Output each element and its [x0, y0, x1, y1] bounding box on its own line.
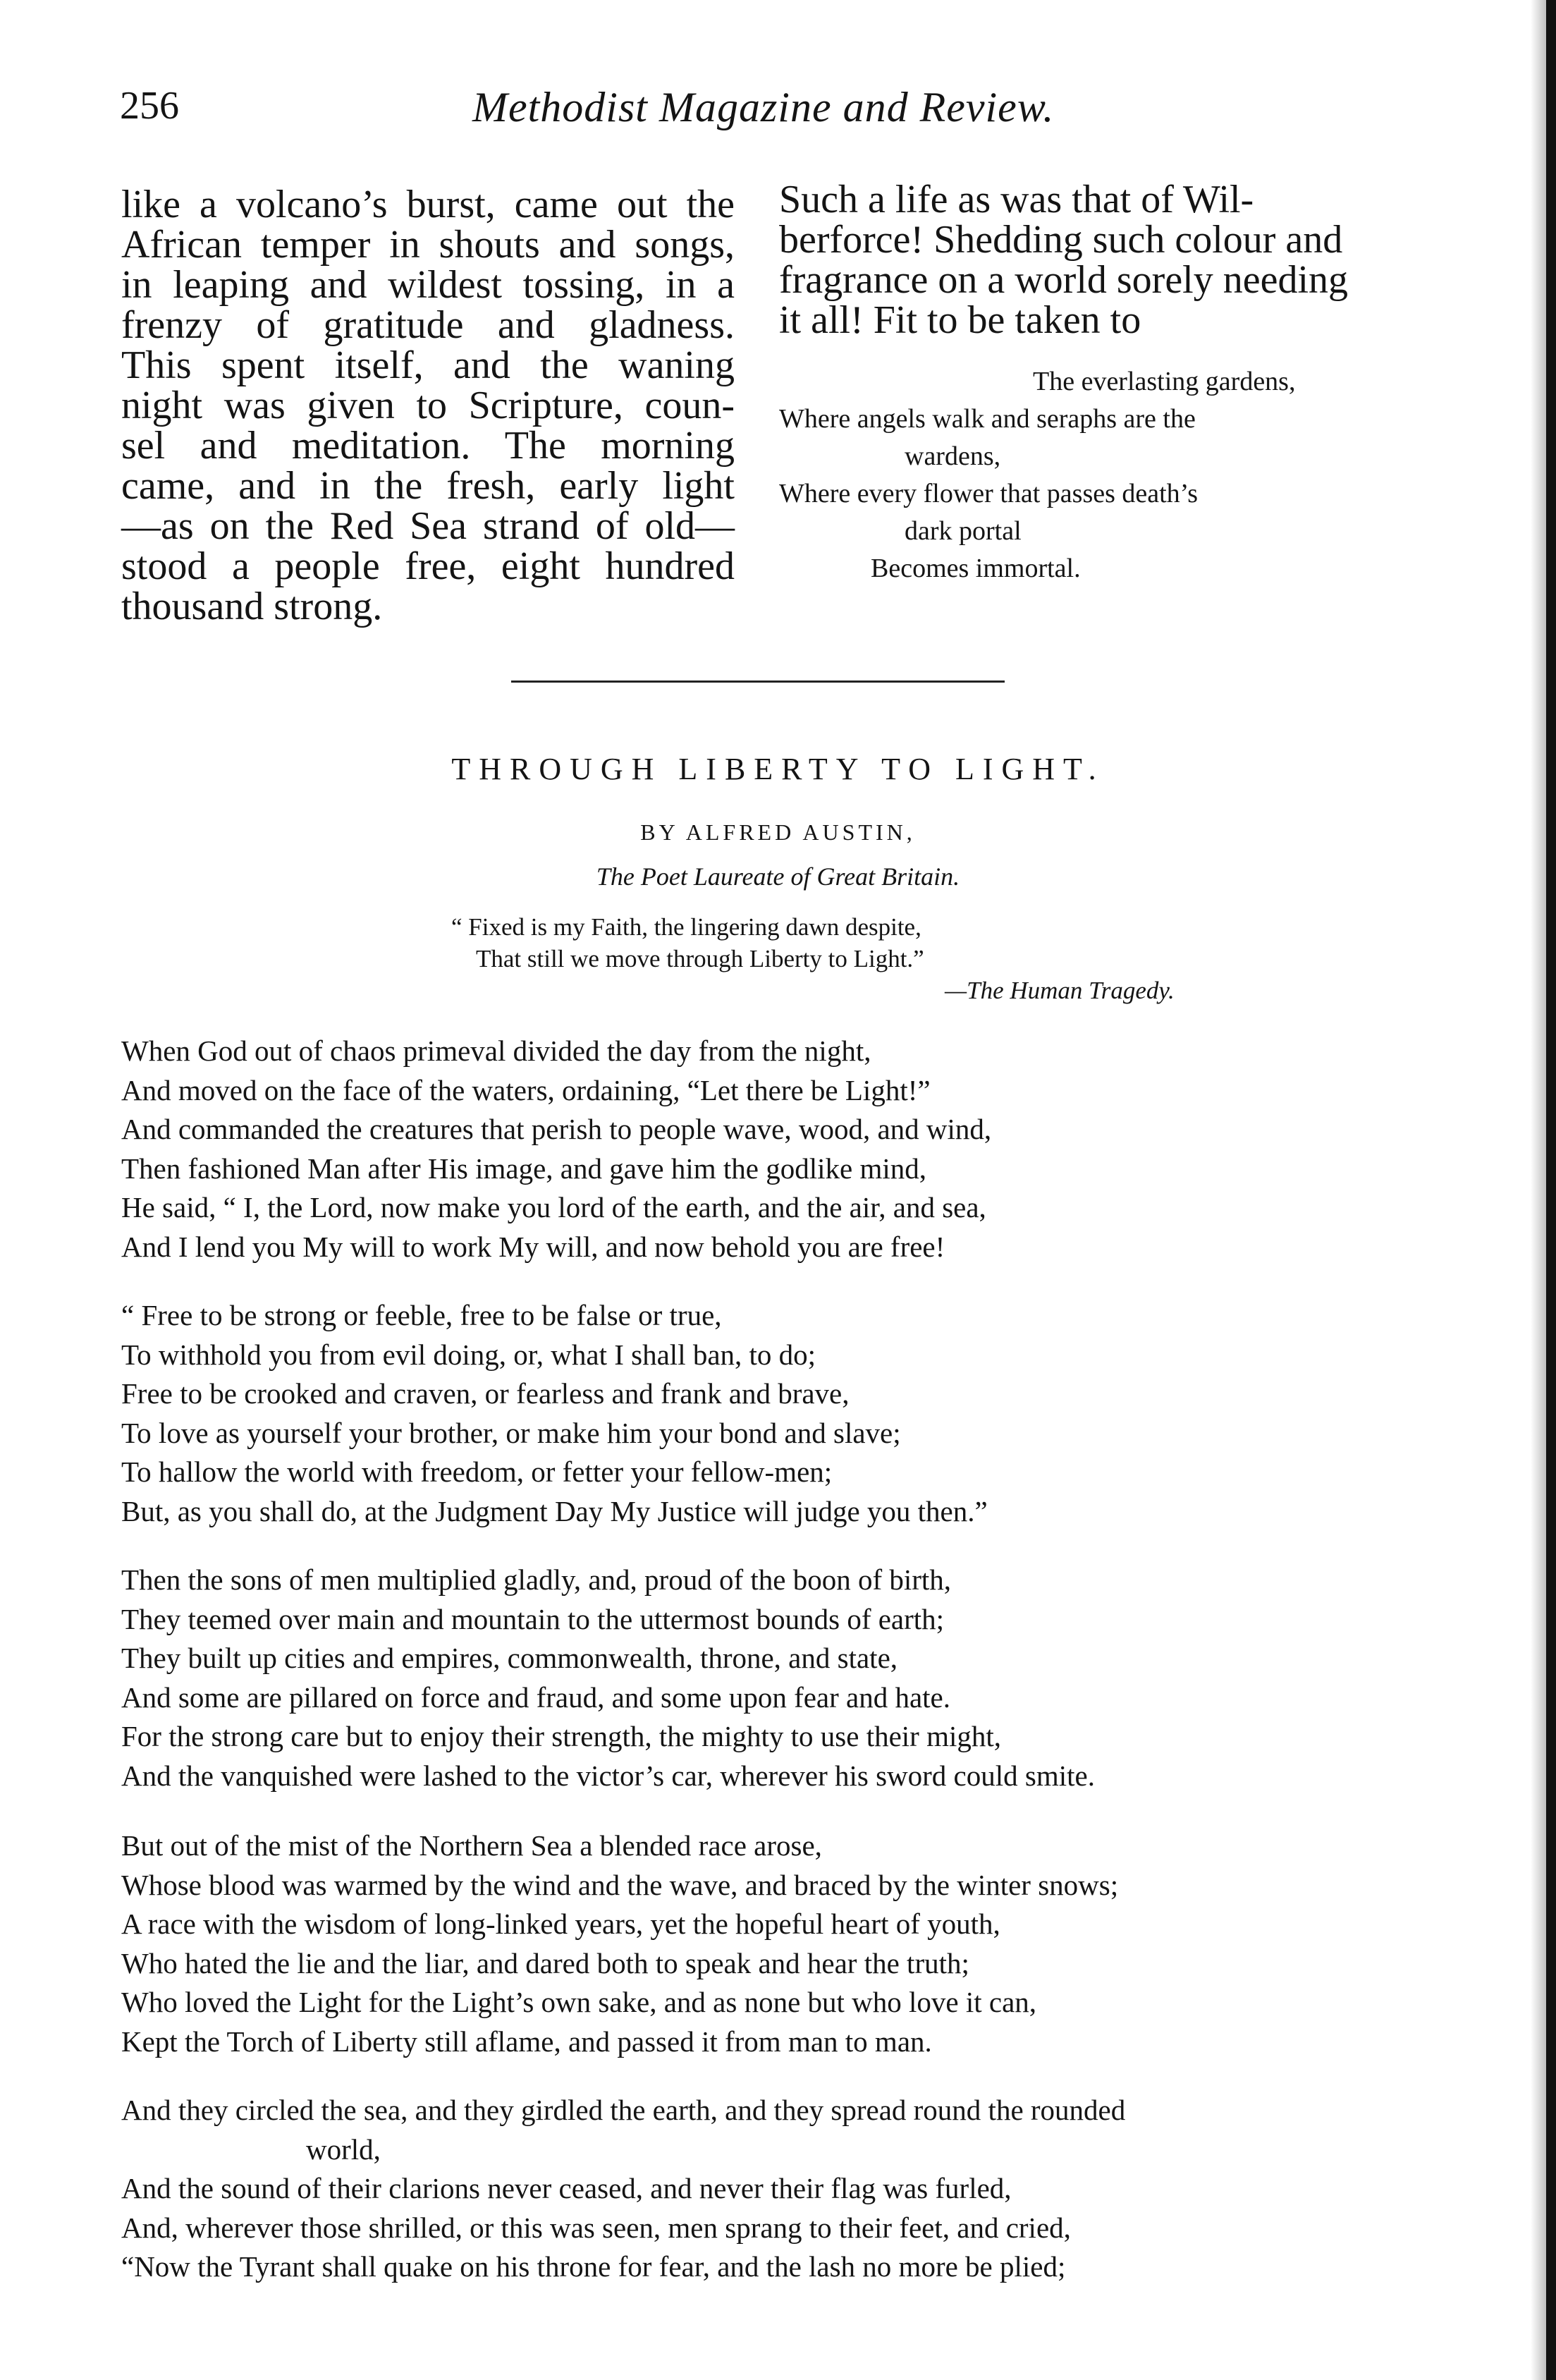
- text-line: sel and meditation. The morning: [121, 424, 735, 468]
- poem-line: “ Free to be strong or feeble, free to be false or true,: [121, 1299, 722, 1331]
- page-edge-shadow: [1531, 0, 1546, 2380]
- page-edge: [1546, 0, 1556, 2380]
- text-line: it all! Fit to be taken to: [779, 298, 1141, 342]
- epigraph-source: —The Human Tragedy.: [945, 977, 1175, 1004]
- text-line: stood a people free, eight hundred: [121, 544, 735, 588]
- poem-line: They built up cities and empires, commonwealth, throne, and state,: [121, 1642, 898, 1674]
- stanza: [121, 1296, 1447, 1531]
- poem-line: When God out of chaos primeval divided the day from the night,: [121, 1035, 871, 1067]
- stanza: [121, 1826, 1447, 2061]
- text-line: This spent itself, and the waning: [121, 343, 735, 387]
- poem-line: And commanded the creatures that perish to people wave, wood, and wind,: [121, 1113, 992, 1145]
- poem-line: But out of the mist of the Northern Sea a blended race arose,: [121, 1829, 822, 1862]
- epigraph-line: That still we move through Liberty to Light.”: [476, 945, 924, 972]
- text-line: like a volcano’s burst, came out the: [121, 183, 735, 226]
- epigraph-line: “ Fixed is my Faith, the lingering dawn despite,: [451, 913, 921, 941]
- poem-line: Who hated the lie and the liar, and dared both to speak and hear the truth;: [121, 1946, 969, 1979]
- running-title: Methodist Magazine and Review.: [472, 84, 1055, 130]
- poem-line: “Now the Tyrant shall quake on his throne for fear, and the lash no more be plied;: [121, 2250, 1066, 2283]
- text-line: in leaping and wildest tossing, in a: [121, 263, 735, 307]
- text-line: berforce! Shedding such colour and: [779, 218, 1343, 262]
- poem-line: Then the sons of men multiplied gladly, and, proud of the boon of birth,: [121, 1563, 952, 1596]
- poem-line: Free to be crooked and craven, or fearless and frank and brave,: [121, 1377, 850, 1410]
- section-divider: [511, 681, 1005, 683]
- text-line: —as on the Red Sea strand of old—: [121, 504, 735, 548]
- poem-line: And moved on the face of the waters, ordaining, “Let there be Light!”: [121, 1073, 931, 1106]
- stanza: [121, 1032, 1447, 1267]
- author-title: The Poet Laureate of Great Britain.: [596, 862, 960, 891]
- inset-verse: [779, 363, 1399, 587]
- verse-line: The everlasting gardens,: [1033, 367, 1296, 396]
- verse-line: Where every flower that passes death’s: [779, 479, 1199, 508]
- text-line: night was given to Scripture, coun-: [121, 384, 735, 427]
- verse-line: Becomes immortal.: [871, 554, 1081, 583]
- poem-line: And they circled the sea, and they girdled the earth, and they spread round the rounded: [121, 2094, 1126, 2126]
- poem-line: Who loved the Light for the Light’s own sake, and as none but who love it can,: [121, 1986, 1037, 2018]
- text-line: fragrance on a world sorely needing: [779, 258, 1348, 302]
- poem-line: And the sound of their clarions never ceased, and never their flag was furled,: [121, 2172, 1012, 2204]
- poem-line: To love as yourself your brother, or make him your bond and slave;: [121, 1416, 901, 1449]
- text-line: African temper in shouts and songs,: [121, 223, 735, 267]
- poem-line: They teemed over main and mountain to the uttermost bounds of earth;: [121, 1602, 945, 1635]
- poem-line: Kept the Torch of Liberty still aflame, and passed it from man to man.: [121, 2025, 932, 2058]
- poem-line: Whose blood was warmed by the wind and the wave, and braced by the winter snows;: [121, 1868, 1119, 1901]
- text-line: thousand strong.: [121, 585, 383, 628]
- poem-line: A race with the wisdom of long-linked years, yet the hopeful heart of youth,: [121, 1908, 1000, 1940]
- poem-line: And some are pillared on force and fraud, and some upon fear and hate.: [121, 1680, 951, 1714]
- poem-line: For the strong care but to enjoy their strength, the mighty to use their might,: [121, 1720, 1001, 1752]
- poem-title: THROUGH LIBERTY TO LIGHT.: [451, 752, 1105, 786]
- right-column: [779, 180, 1399, 341]
- poem-line: And, wherever those shrilled, or this was seen, men sprang to their feet, and cried,: [121, 2211, 1071, 2244]
- running-head: [120, 83, 1417, 140]
- left-column: [121, 185, 735, 627]
- verse-line: Where angels walk and seraphs are the: [779, 404, 1196, 434]
- poem-line: Then fashioned Man after His image, and gave him the godlike mind,: [121, 1152, 926, 1185]
- poem-line: To hallow the world with freedom, or fetter your fellow-men;: [121, 1456, 833, 1488]
- poem-line: But, as you shall do, at the Judgment Day My Justice will judge you then.”: [121, 1494, 988, 1527]
- text-line: frenzy of gratitude and gladness.: [121, 303, 735, 347]
- poem-byline: BY ALFRED AUSTIN,: [640, 819, 916, 845]
- text-line: came, and in the fresh, early light: [121, 464, 735, 508]
- verse-line: wardens,: [905, 441, 1001, 471]
- stanza: [121, 2091, 1447, 2287]
- page-number: 256: [120, 84, 179, 128]
- verse-line: dark portal: [905, 516, 1022, 546]
- poem-line: He said, “ I, the Lord, now make you lord of the earth, and the air, and sea,: [121, 1191, 986, 1223]
- poem-line: And the vanquished were lashed to the victor’s car, wherever his sword could smite.: [121, 1759, 1095, 1792]
- epigraph: [451, 911, 1283, 1006]
- text-line: Such a life as was that of Wil-: [779, 178, 1254, 221]
- poem-line: And I lend you My will to work My will, and now behold you are free!: [121, 1230, 945, 1263]
- poem-line: world,: [306, 2132, 381, 2166]
- poem-line: To withhold you from evil doing, or, what I shall ban, to do;: [121, 1338, 816, 1371]
- stanza: [121, 1561, 1447, 1795]
